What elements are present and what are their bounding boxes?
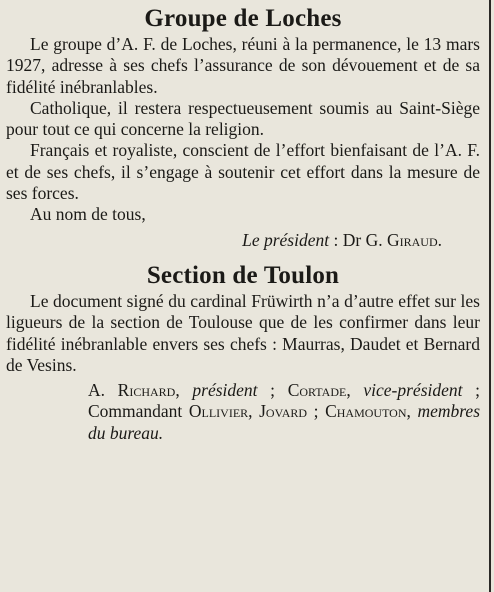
signature-role: membres du bureau. <box>88 401 481 443</box>
signature-separator: ; Commandant <box>88 380 481 422</box>
signature-name: Cortade <box>287 380 347 401</box>
signature-name: Ollivier <box>188 401 249 422</box>
column-rule <box>489 0 491 592</box>
signature-separator: ; <box>307 401 326 422</box>
signature-name: Richard <box>117 380 176 401</box>
signature-name-prefix: A. <box>88 380 118 401</box>
signature-name: Jovard <box>259 401 308 422</box>
signature-role: président <box>192 380 258 401</box>
signature-loches <box>6 230 480 251</box>
article-paragraph: Le document signé du cardinal Früwirth n’a d’autre effet sur les ligueurs de la section de Toulouse que de les confirmer dans leur fidélité inébranlable envers ses chefs : Maurras, Daudet et Bernard de Vesins. <box>6 290 480 375</box>
signature-role: Le président <box>242 229 330 250</box>
article-title-toulon: Section de Toulon <box>146 261 340 289</box>
signature-role: vice-président <box>363 380 463 401</box>
article-paragraph: Catholique, il restera respectueusement soumis au Saint-Siège pour tout ce qui concerne la religion. <box>6 97 480 140</box>
signature-name-prefix: Dr G. <box>342 229 387 250</box>
signature-separator: ; <box>257 380 288 401</box>
signature-name: Chamouton <box>325 401 407 422</box>
article-paragraph: Le groupe d’A. F. de Loches, réuni à la permanence, le 13 mars 1927, adresse à ses chefs l’assurance de son dévouement et de sa fidélité inébranlables. <box>6 34 480 97</box>
article-title-loches: Groupe de Loches <box>144 5 342 32</box>
signature-separator: , <box>248 401 260 422</box>
signature-separator: : <box>329 229 343 250</box>
signature-list-toulon: A. Richard, président ; Cortade, vice-président ; Commandant Ollivier, Jovard ; Chamouton, membres du bureau. <box>88 380 481 443</box>
article-paragraph: Français et royaliste, conscient de l’effort bienfaisant de l’A. F. et de ses chefs, il s’engage à soutenir cet effort dans la mesure de ses forces. <box>6 140 480 204</box>
signature-name: Giraud. <box>386 229 442 250</box>
article-paragraph: Au nom de tous, <box>30 204 146 225</box>
